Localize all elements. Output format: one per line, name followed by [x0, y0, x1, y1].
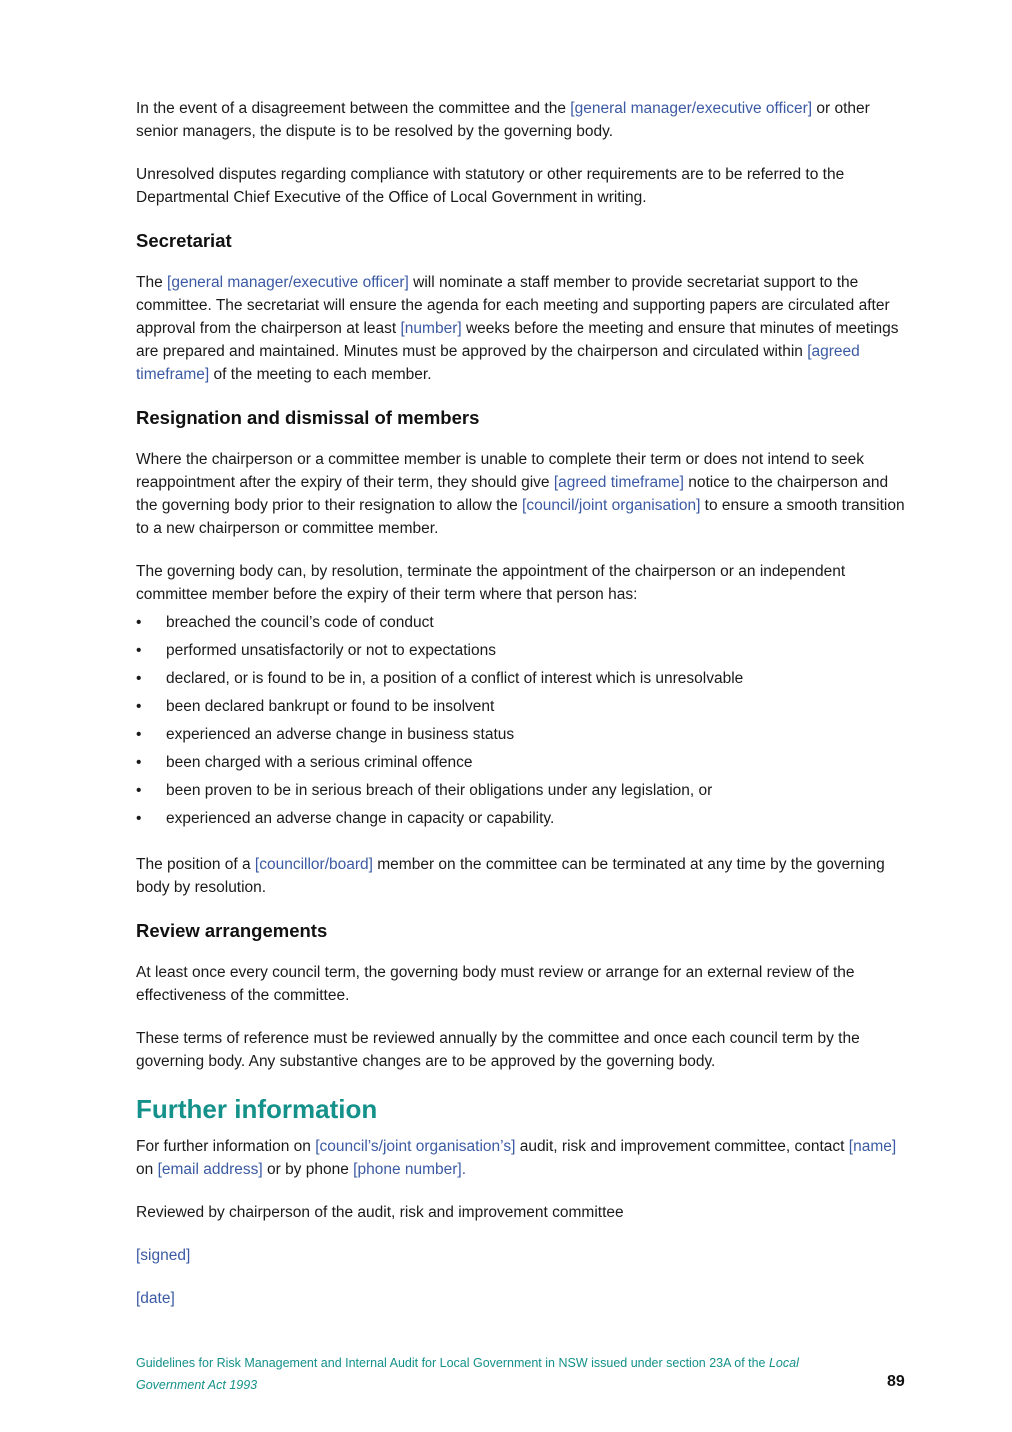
bullet: • — [136, 810, 142, 827]
placeholder-agreed-timeframe: [agreed timeframe] — [136, 343, 860, 383]
bullet: • — [136, 726, 142, 743]
termination-reasons-list — [136, 609, 908, 833]
secretariat-heading: Secretariat — [136, 230, 232, 251]
reviewed-by-paragraph: Reviewed by chairperson of the audit, risk and improvement committee — [136, 1204, 624, 1221]
signed-placeholder: [signed] — [136, 1247, 191, 1264]
placeholder-email-address: [email address] — [157, 1161, 263, 1178]
bullet: • — [136, 782, 142, 799]
councillor-termination-paragraph: The position of a [councillor/board] member on the committee can be terminated at any time by the governing body by resolution. — [136, 856, 885, 896]
placeholder-general-manager: [general manager/executive officer] — [167, 274, 409, 291]
review-paragraph-1: At least once every council term, the governing body must review or arrange for an external review of the effectiveness of the committee. — [136, 964, 855, 1004]
bullet: • — [136, 642, 142, 659]
page-number: 89 — [887, 1373, 905, 1390]
bullet: • — [136, 698, 142, 715]
secretariat-paragraph: The [general manager/executive officer] will nominate a staff member to provide secretariat support to the committee. The secretariat will ensure the agenda for each meeting and supporting papers are circulated after approval from the chairperson at least [number] weeks before the meeting and ensure that minutes of meetings are prepared and maintained. Minutes must be approved by the chairperson and circulated within [agreed timeframe] of the meeting to each member. — [136, 274, 899, 383]
resignation-heading: Resignation and dismissal of members — [136, 407, 480, 428]
disagreement-paragraph: In the event of a disagreement between the committee and the [general manager/executive officer] or other senior managers, the dispute is to be resolved by the governing body. — [136, 100, 870, 140]
placeholder-councillor-board: [councillor/board] — [254, 856, 373, 873]
placeholder-number: [number] — [400, 320, 462, 337]
placeholder-council-organisation: [council’s/joint organisation’s] — [315, 1138, 516, 1155]
list-item: • performed unsatisfactorily or not to expectations — [136, 637, 908, 665]
placeholder-general-manager: [general manager/executive officer] — [570, 100, 813, 117]
list-item: • experienced an adverse change in capacity or capability. — [136, 805, 908, 833]
list-item: • experienced an adverse change in business status — [136, 721, 908, 749]
placeholder-council-joint-organisation: [council/joint organisation] — [522, 497, 701, 514]
further-information-heading: Further information — [136, 1094, 378, 1124]
bullet: • — [136, 754, 142, 771]
placeholder-agreed-timeframe: [agreed timeframe] — [553, 474, 684, 491]
placeholder-phone-number: [phone number]. — [353, 1161, 467, 1178]
bullet: • — [136, 670, 142, 687]
review-heading: Review arrangements — [136, 920, 328, 941]
resignation-paragraph: Where the chairperson or a committee member is unable to complete their term or does not intend to seek reappointment after the expiry of their term, they should give [agreed timeframe] notice to the chairperson and the governing body prior to their resignation to allow the [council/joint organisation] to ensure a smooth transition to a new chairperson or committee member. — [136, 451, 905, 537]
list-item: • declared, or is found to be in, a position of a conflict of interest which is unresolvable — [136, 665, 908, 693]
footer-note: Guidelines for Risk Management and Internal Audit for Local Government in NSW issued under section 23A of the Local Government Act 1993 — [136, 1356, 799, 1392]
bullet: • — [136, 614, 142, 631]
list-item: • been charged with a serious criminal offence — [136, 749, 908, 777]
placeholder-name: [name] — [848, 1138, 897, 1155]
date-placeholder: [date] — [136, 1290, 175, 1307]
page-footer — [136, 1352, 912, 1396]
termination-intro-paragraph: The governing body can, by resolution, terminate the appointment of the chairperson or an independent committee member before the expiry of their term where that person has: — [136, 563, 846, 603]
page-content — [136, 97, 908, 1330]
further-information-paragraph: For further information on [council’s/joint organisation’s] audit, risk and improvement committee, contact [name] on [email address] or by phone [phone number]. — [136, 1138, 897, 1178]
unresolved-disputes-paragraph: Unresolved disputes regarding compliance with statutory or other requirements are to be referred to the Departmental Chief Executive of the Office of Local Government in writing. — [136, 166, 845, 206]
review-paragraph-2: These terms of reference must be reviewed annually by the committee and once each council term by the governing body. Any substantive changes are to be approved by the governing body. — [136, 1030, 860, 1070]
list-item: • been proven to be in serious breach of their obligations under any legislation, or — [136, 777, 908, 805]
list-item: • breached the council’s code of conduct — [136, 609, 908, 637]
footer-act-title: Local Government Act 1993 — [136, 1356, 799, 1392]
list-item: • been declared bankrupt or found to be insolvent — [136, 693, 908, 721]
